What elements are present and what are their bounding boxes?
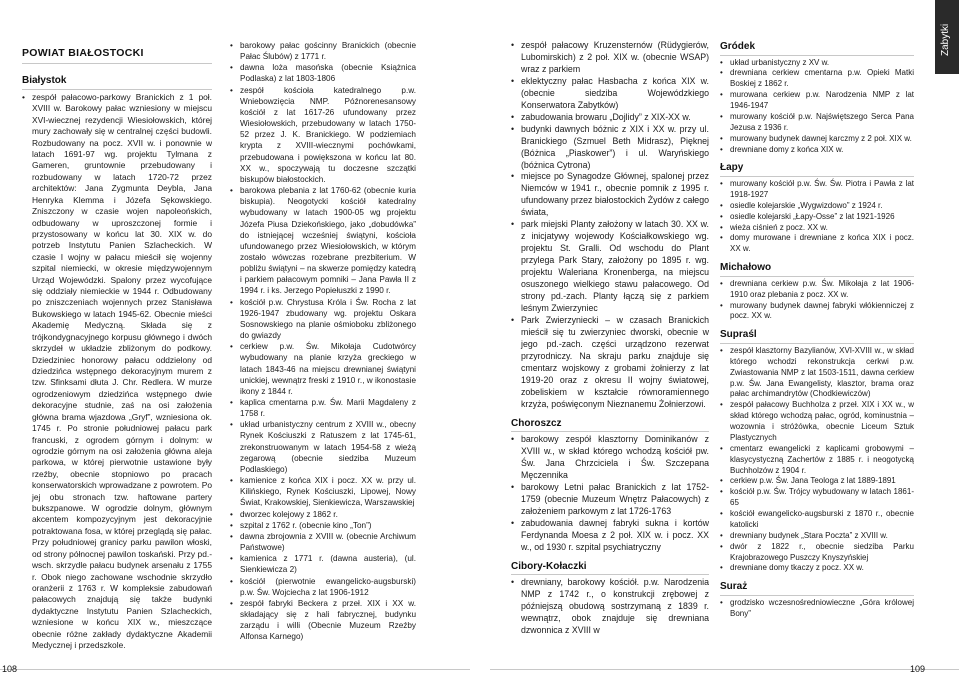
monument-list [511, 40, 709, 411]
divider [720, 176, 914, 177]
list-item: • murowany kościół p.w. Św. Św. Piotra i Pawła z lat 1918-1927 [720, 179, 914, 201]
monument-list [230, 40, 416, 642]
list-item: • układ urbanistyczny centrum z XVIII w., obecny Rynek Kościuszki z Ratuszem z lat 1745-61, zrekonstruowanym w latach 1954-58 z wieżą zegarową (obecnie siedziba Muzeum Podlaskiego) [230, 419, 416, 475]
list-item: • kościół p.w. Św. Trójcy wybudowany w latach 1861-65 [720, 487, 914, 509]
divider [720, 595, 914, 596]
list-item: • cmentarz ewangelicki z kaplicami grobowymi – klasycystyczną Zachertów z 1885 r. i neogotycką Buchholzów z 1904 r. [720, 444, 914, 477]
list-item: • zabudowania dawnej fabryki sukna i kortów Ferdynanda Moesa z 2 poł. XIX w. i pocz. XX w., od 1930 r. szpital psychiatryczny [511, 518, 709, 554]
divider [22, 89, 212, 90]
column-4 [720, 40, 914, 622]
list-item: • cerkiew p.w. Św. Mikołaja Cudotwórcy wybudowany na planie krzyża greckiego w latach 1843-46 na miejscu drewnianej świątyni unickiej, wewnątrz freski z 1910 r., w ikonostasie ikony z 1844 r. [230, 341, 416, 397]
list-item: • domy murowane i drewniane z końca XIX i pocz. XX w. [720, 233, 914, 255]
divider [511, 431, 709, 432]
list-item: • dworzec kolejowy z 1862 r. [230, 509, 416, 520]
list-item: • zespół fabryki Beckera z przeł. XIX i XX w. składający się z hali fabrycznej, budynku zarządu i willi (Obecnie Muzeum Rzeźby Alfonsa Karnego) [230, 598, 416, 643]
section-tab [935, 0, 959, 74]
list-item: • Park Zwierzyniecki – w czasach Branickich mieścił się tu zwierzyniec dworski, obecnie w jego pd.-zach. części urządzono rezerwat przyrodniczy. Na skraju parku znajduje się cmentarz wojskowy z grobami żołnierzy z lat 1919-20 oraz z okresu II wojny światowej, zobeliskiem w kształcie równoramiennego krzyża, poświęconym Nieznanemu Żołnierzowi. [511, 315, 709, 411]
list-item: • szpital z 1762 r. (obecnie kino „Ton”) [230, 520, 416, 531]
list-item: • murowana cerkiew p.w. Narodzenia NMP z lat 1946-1947 [720, 90, 914, 112]
list-item: • barokowa plebania z lat 1760-62 (obecnie kuria biskupia). Neogotycki kościół katedralny wybudowany w latach 1900-05 wg projektu Józefa Piusa Dziekońskiego, jako „dobudówka” do istniejącej wcześniej świątyni, kościoła ufundowanego przez Wiesiołowskich, w którym zostało wówczas rozebrane prezbiterium. W pobliżu świątyni – na skwerze pomiędzy katedrą i parkiem pałacowym pomniki – Jana Pawła II z 1994 r. i ks. Jerzego Popiełuszki z 1990 r. [230, 185, 416, 297]
footer-rule-left [0, 669, 470, 670]
town-heading-suprasl: Supraśl [720, 329, 757, 341]
monument-list [720, 279, 914, 323]
list-item: • kościół (pierwotnie ewangelicko-augsburski) p.w. Św. Wojciecha z lat 1906-1912 [230, 576, 416, 598]
column-2 [230, 40, 416, 644]
list-item: • murowany budynek dawnej karczmy z 2 poł. XIX w. [720, 134, 914, 145]
monument-list [511, 434, 709, 554]
list-item: • osiedle kolejarski „Łapy-Osse” z lat 1921-1926 [720, 212, 914, 223]
list-item: • wieża ciśnień z pocz. XX w. [720, 223, 914, 234]
list-item: • dawna zbrojownia z XVIII w. (obecnie Archiwum Państwowe) [230, 531, 416, 553]
town-heading-grodek: Gródek [720, 41, 756, 52]
list-item: • park miejski Planty założony w latach 30. XX w. z inicjatywy wojewody Kościałkowskiego wg. projektu St. Gralli. Od wschodu do Plant przylega Park Stary, założony po 1895 r. wg. projektu Waleriana Kronenberga, na miejscu osuszonego wielkiego stawu pałacowego. Od strony pd.-zach. Planty łączą się z parkiem leśnym Zwierzyniec [511, 219, 709, 315]
list-item: • zespół kościoła katedralnego p.w. Wniebowzięcia NMP. Późnorenesansowy kościół z lat 1617-26 ufundowany przez Wiesiołowskich, przebudowany w latach 1750-52 przez J. K. Branickiego. W podziemiach krypta z XVIII-wiecznymi pochówkami, przebudowana i powiększona w końcu lat 80. XX w., spoczywają tu doczesne szczątki biskupów białostockich. [230, 85, 416, 185]
monument-list [720, 346, 914, 574]
list-item: • barokowy zespół klasztorny Dominikanów z XVIII w., w skład którego wchodzą kościół pw. Św. Jana Chrzciciela i Św. Szczepana Męczennika [511, 434, 709, 482]
list-item: • kamienice z końca XIX i pocz. XX w. przy ul. Kilińskiego, Rynek Kościuszki, Lipowej, Nowy Świat, Krakowskiej, Sienkiewicza, Warszawskiej [230, 475, 416, 508]
monument-list [511, 577, 709, 637]
list-item: • układ urbanistyczny z XV w. [720, 58, 914, 69]
town-heading-michalowo: Michałowo [720, 262, 772, 274]
monument-list [720, 598, 914, 620]
page-number-left: 108 [2, 664, 18, 674]
list-item: • murowany kościół p.w. Najświętszego Serca Pana Jezusa z 1936 r. [720, 112, 914, 134]
list-item: • dwór z 1822 r., obecnie siedziba Parku Krajobrazowego Puszczy Knyszyńskiej [720, 542, 914, 564]
column-1 [22, 46, 212, 654]
page-number-right: 109 [909, 664, 925, 674]
town-heading-lapy: Łapy [720, 162, 744, 174]
list-item: • barokowy pałac gościnny Branickich (obecnie Pałac Ślubów) z 1771 r. [230, 40, 416, 62]
list-item: • osiedle kolejarskie „Wygwizdowo” z 1924 r. [720, 201, 914, 212]
list-item: • murowany budynek dawnej fabryki włókienniczej z pocz. XX w. [720, 301, 914, 323]
divider [720, 343, 914, 344]
list-item: • drewniane domy z końca XIX w. [720, 145, 914, 156]
divider [511, 574, 709, 575]
divider [720, 276, 914, 277]
list-item: • kościół ewangelicko-augsburski z 1870 r., obecnie katolicki [720, 509, 914, 531]
town-heading-bialystok: Białystok [22, 75, 67, 87]
list-item: • cerkiew p.w. Św. Jana Teologa z lat 1889-1891 [720, 476, 914, 487]
list-item: • zabudowania browaru „Dojlidy” z XIX-XX w. [511, 112, 709, 124]
footer-rule-right [490, 669, 959, 670]
list-item: • budynki dawnych bóżnic z XIX i XX w. przy ul. Branickiego (Szmuel Beth Midrasz), Pięknej (Bóżnica „Piaskower”) i ul. Waryńskiego (bóżnica Cytrona) [511, 124, 709, 172]
list-item: • drewniany budynek „Stara Poczta” z XVIII w. [720, 531, 914, 542]
list-item: • zespół klasztorny Bazylianów, XVI-XVIII w., w skład którego wchodzi rekonstrukcja cerkwi p.w. Zwiastowania NMP z lat 1503-1511, dawna cerkiew p.w. Św. Jana Ewangelisty, klasztor, brama oraz pałac archimandrytów (Chodkiewiczów) [720, 346, 914, 400]
list-item: • zespół pałacowo-parkowy Branickich z 1 poł. XVIII w. Barokowy pałac wzniesiony w miejscu XVI-wiecznej rezydencji Wiesiołowskich, której mury zachowały się w centralnej części budowli. Rozbudowany na pocz. XVII w. i ponownie w latach 1691-97 wg. projektu Tylmana z Gameren, gruntownie przebudowany i rozbudowany w latach 1720-72 przez architektów: Jana Zygmunta Deybla, Jana Henryka Klemma i Józefa Sękowskiego. Zniszczony w czasie wojen napoleońskich, odbudowany w uproszczonej formie i przystosowany w końcu lat 30. XIX w. do potrzeb Instytutu Panien Szlacheckich. W czasie I wojny w pałacu mieścił się wojenny szpital niemiecki, w okresie międzywojennym Urząd Wojewódzki. Spalony przez wycofujące się oddziały niemieckie w 1944 r. Odbudowany po zniszczeniach wojennych przez Stanisława Bukowskiego w latach 1945-62. Obecnie mieści Akademię Medyczną. Składa się z trójkondygnacyjnego korpusu głównego i dwóch skrzydeł w układzie zbliżonym do podkowy. Dziedziniec honorowy pałacu oddzielony od dziedzińca wstępnego dekoracyjnym murem z tzw. Sfinksami dłuta J. Chr. Redlera. W murze ogrodzeniowym dziedzińca wstępnego dwie dekoracyjne studnie, zaś na osi założenia główna brama wjazdowa „Gryf”, wzniesiona ok. 1745 r. Po stronie południowej pałacu park francuski, z ogrodem górnym i dolnym: w ogrodzie górnym na osi założenia główna aleja parkowa, w której pierwotnie ustawione były rzeźby, obecnie stopniowo po pracach konserwatorskich wprowadzane z powrotem. Po jej obu stronach tzw. haftowane partery bukszpanowe. W ogrodzie dolnym, głównym akcentem kompozycyjnym jest dekoracyjnie potraktowana fosa, w której przeglądą się pałac. Przy południowej granicy parku pawilon włoski, od strony północnej pawilon toskański. Przy pd.-wsch. skrzydle pałacu budynek arsenału z 1755 r. Obok niego zachowane wschodnie skrzydło oranżerii z 1763 r. W kompleksie zabudowań pałacowych znajdują się także budynki dydaktyczne Instytutu Panien Szlacheckich, wzniesione w końcu XIX w., mieszczące obecnie różne zakłady dydaktyczne Akademii Medycznej i przedszkole. [22, 92, 212, 652]
divider [720, 55, 914, 56]
town-heading-cibory-kolaczki: Cibory-Kołaczki [511, 560, 587, 572]
list-item: • drewniana cerkiew p.w. Św. Mikołaja z lat 1906-1910 oraz plebania z pocz. XX w. [720, 279, 914, 301]
list-item: • kościół p.w. Chrystusa Króla i Św. Rocha z lat 1926-1947 zbudowany wg. projektu Oskara Sosnowskiego na planie ośmioboku zbliżonego do gwiazdy [230, 297, 416, 342]
monument-list [720, 58, 914, 156]
list-item: • grodzisko wczesnośredniowieczne „Góra królowej Bony” [720, 598, 914, 620]
town-heading-suraz: Suraż [720, 581, 748, 593]
list-item: • zespół pałacowy Buchholza z przeł. XIX i XX w., w skład którego wchodzą pałac, ogród, kominustnia – wozownia i stróżówka, obecnie Liceum Sztuk Plastycznych [720, 400, 914, 444]
list-item: • dawna loża masońska (obecnie Książnica Podlaska) z lat 1803-1806 [230, 62, 416, 84]
section-tab-label: Zabytki [940, 23, 951, 56]
list-item: • kamienica z 1771 r. (dawna austeria), (ul. Sienkiewicza 2) [230, 553, 416, 575]
list-item: • barokowy Letni pałac Branickich z lat 1752-1759 (obecnie Muzeum Wnętrz Pałacowych) z założeniem parkowym z lat 1726-1763 [511, 482, 709, 518]
list-item: • kaplica cmentarna p.w. Św. Marii Magdaleny z 1758 r. [230, 397, 416, 419]
list-item: • drewniana cerkiew cmentarna p.w. Opieki Matki Boskiej z 1862 r. [720, 68, 914, 90]
list-item: • drewniany, barokowy kościół. p.w. Narodzenia NMP z 1742 r., o konstrukcji zrębowej z późniejszą obudową sostrzymaną z 1839 r. wewnątrz, obok znajduje się drewniana dzwonnica z XVIII w [511, 577, 709, 637]
list-item: • miejsce po Synagodze Głównej, spalonej przez Niemców w 1941 r., obecnie pomnik z 1995 r. ufundowany przez białostockich Żydów z całego świata, [511, 171, 709, 219]
list-item: • eklektyczny pałac Hasbacha z końca XIX w. (obecnie siedziba Wojewódzkiego Konserwatora Zabytków) [511, 76, 709, 112]
list-item: • drewniane domy tkaczy z pocz. XX w. [720, 563, 914, 574]
section-title: POWIAT BIAŁOSTOCKI [22, 46, 212, 64]
column-3 [511, 40, 709, 639]
monument-list [720, 179, 914, 255]
town-heading-choroszcz: Choroszcz [511, 417, 562, 429]
monument-list [22, 92, 212, 652]
list-item: • zespół pałacowy Kruzensternów (Rüdygierów, Lubomirskich) z 2 poł. XIX w. (obecnie WSAP) wraz z parkiem [511, 40, 709, 76]
